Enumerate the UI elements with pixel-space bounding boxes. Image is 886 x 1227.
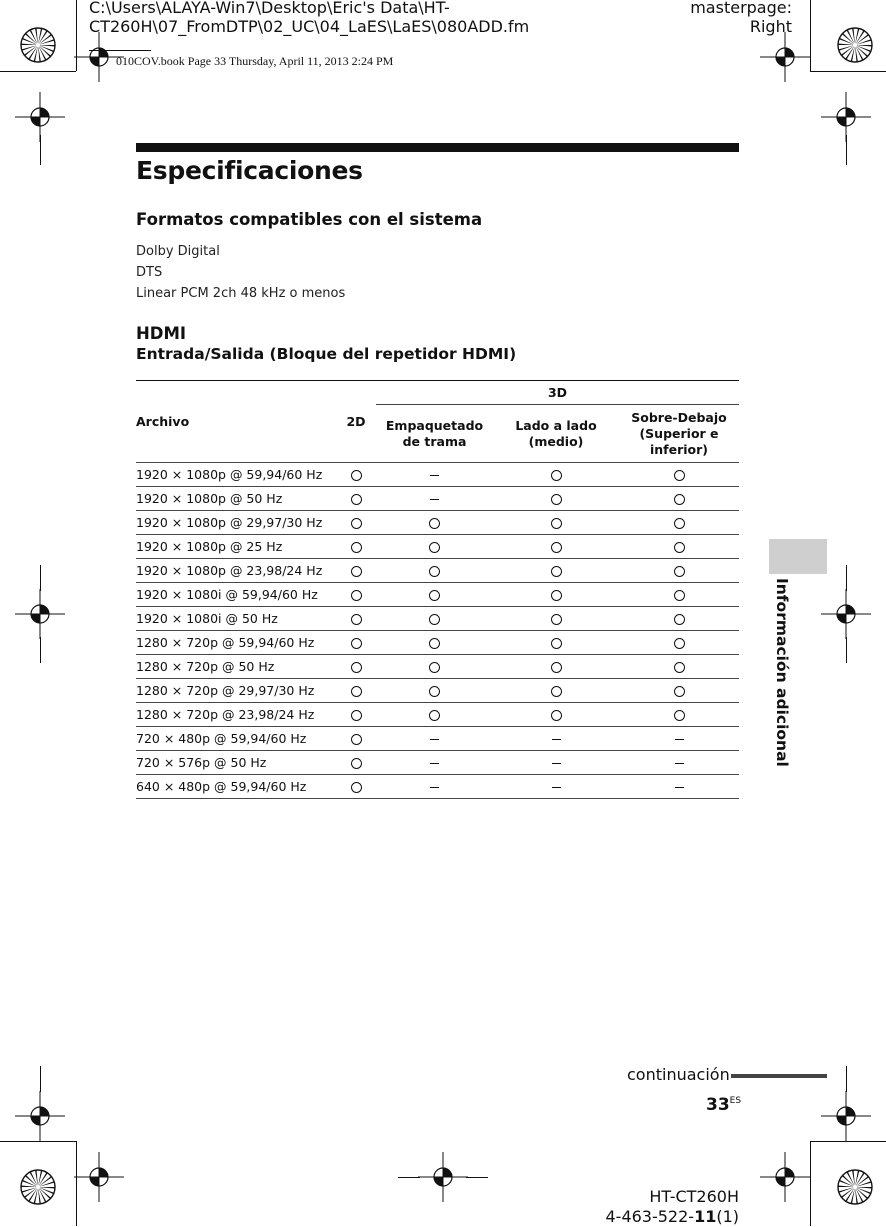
table-row <box>136 655 739 679</box>
supported-mark <box>336 679 376 703</box>
registration-mark-icon <box>418 1152 468 1202</box>
circle-icon <box>551 614 562 625</box>
row-format: 1920 × 1080p @ 23,98/24 Hz <box>136 559 336 583</box>
circle-icon <box>351 710 362 721</box>
circle-icon <box>551 542 562 553</box>
circle-icon <box>429 662 440 673</box>
circle-icon <box>674 590 685 601</box>
circle-icon <box>551 590 562 601</box>
dash-icon <box>430 739 439 740</box>
supported-mark <box>336 703 376 727</box>
supported-mark <box>336 559 376 583</box>
supported-mark <box>336 583 376 607</box>
circle-icon <box>551 494 562 505</box>
circle-icon <box>674 494 685 505</box>
supported-mark <box>493 607 619 631</box>
supported-mark <box>376 535 493 559</box>
circle-icon <box>351 542 362 553</box>
supported-mark <box>376 655 493 679</box>
circle-icon <box>351 758 362 769</box>
row-format: 1920 × 1080p @ 29,97/30 Hz <box>136 511 336 535</box>
circle-icon <box>551 710 562 721</box>
circle-icon <box>674 662 685 673</box>
crop-line <box>846 565 847 591</box>
dash-icon <box>430 763 439 764</box>
unsupported-mark <box>493 775 619 799</box>
col-2d: 2D <box>336 381 376 463</box>
supported-mark <box>493 655 619 679</box>
part-number: 4-463-522-11(1) <box>605 1207 739 1226</box>
unsupported-mark <box>376 463 493 487</box>
circle-icon <box>674 542 685 553</box>
page-title: Especificaciones <box>136 156 363 185</box>
unsupported-mark <box>493 751 619 775</box>
supported-mark <box>619 487 739 511</box>
supported-mark <box>336 727 376 751</box>
row-format: 1920 × 1080i @ 59,94/60 Hz <box>136 583 336 607</box>
model-number: HT-CT260H <box>649 1187 739 1206</box>
registration-mark-icon <box>74 1152 124 1202</box>
supported-mark <box>619 655 739 679</box>
circle-icon <box>351 470 362 481</box>
supported-mark <box>336 775 376 799</box>
unsupported-mark <box>619 775 739 799</box>
row-format: 1920 × 1080p @ 25 Hz <box>136 535 336 559</box>
col-file: Archivo <box>136 381 336 463</box>
formats-heading: Formatos compatibles con el sistema <box>136 210 483 229</box>
circle-icon <box>351 686 362 697</box>
crop-line <box>40 565 41 591</box>
supported-mark <box>376 583 493 607</box>
circle-icon <box>551 638 562 649</box>
model-info <box>605 1187 739 1227</box>
circle-icon <box>429 566 440 577</box>
crop-line <box>40 135 41 165</box>
table-row <box>136 727 739 751</box>
col-3d: 3D <box>376 381 739 405</box>
circle-icon <box>674 686 685 697</box>
hdmi-format-table <box>136 380 739 799</box>
unsupported-mark <box>376 727 493 751</box>
section-tab-label: Información adicional <box>773 578 791 767</box>
supported-mark <box>619 631 739 655</box>
unsupported-mark <box>376 751 493 775</box>
supported-mark <box>336 607 376 631</box>
circle-icon <box>351 782 362 793</box>
table-row <box>136 559 739 583</box>
table-row <box>136 463 739 487</box>
supported-mark <box>493 535 619 559</box>
row-format: 720 × 576p @ 50 Hz <box>136 751 336 775</box>
dash-icon <box>430 475 439 476</box>
page-number: $33^{ES}$ <box>706 1095 742 1115</box>
supported-mark <box>376 703 493 727</box>
circle-icon <box>674 518 685 529</box>
crop-line <box>40 1066 41 1092</box>
dash-icon <box>552 763 561 764</box>
supported-mark <box>493 511 619 535</box>
circle-icon <box>551 566 562 577</box>
circle-icon <box>429 590 440 601</box>
table-row <box>136 775 739 799</box>
masterpage-label: masterpage: Right <box>690 0 792 36</box>
unsupported-mark <box>376 775 493 799</box>
crop-line <box>398 1177 420 1178</box>
circle-icon <box>351 590 362 601</box>
file-path: C:\Users\ALAYA-Win7\Desktop\Eric's Data\HT- CT260H\07_FromDTP\02_UC\04_LaES\LaES\080ADD.fm <box>89 0 530 36</box>
crop-line <box>810 1141 811 1226</box>
col-frame-packing: Empaquetado de trama <box>376 405 493 463</box>
supported-mark <box>376 559 493 583</box>
circle-icon <box>551 662 562 673</box>
dash-icon <box>552 787 561 788</box>
crop-line <box>846 637 847 663</box>
hdmi-heading: HDMI <box>136 324 187 343</box>
circle-icon <box>351 638 362 649</box>
registration-mark-icon <box>821 589 871 639</box>
supported-mark <box>619 679 739 703</box>
page-suffix: ES <box>729 1096 742 1106</box>
supported-mark <box>619 703 739 727</box>
table-row <box>136 487 739 511</box>
circle-icon <box>674 566 685 577</box>
row-format: 1920 × 1080p @ 50 Hz <box>136 487 336 511</box>
star-target-icon <box>830 20 880 70</box>
circle-icon <box>351 494 362 505</box>
row-format: 1280 × 720p @ 29,97/30 Hz <box>136 679 336 703</box>
supported-mark <box>336 535 376 559</box>
crop-line <box>810 71 886 72</box>
dash-icon <box>675 763 684 764</box>
supported-mark <box>493 583 619 607</box>
supported-mark <box>493 463 619 487</box>
star-target-icon <box>830 1162 880 1212</box>
table-row <box>136 607 739 631</box>
circle-icon <box>551 518 562 529</box>
crop-line <box>0 1141 76 1142</box>
circle-icon <box>351 614 362 625</box>
supported-mark <box>376 511 493 535</box>
table-row <box>136 751 739 775</box>
row-format: 640 × 480p @ 59,94/60 Hz <box>136 775 336 799</box>
table-row <box>136 703 739 727</box>
unsupported-mark <box>619 751 739 775</box>
supported-mark <box>493 559 619 583</box>
dash-icon <box>552 739 561 740</box>
format-item: DTS <box>136 265 163 280</box>
unsupported-mark <box>619 727 739 751</box>
row-format: 1920 × 1080p @ 59,94/60 Hz <box>136 463 336 487</box>
supported-mark <box>336 511 376 535</box>
supported-mark <box>493 631 619 655</box>
dash-icon <box>430 787 439 788</box>
crop-line <box>810 1141 886 1142</box>
supported-mark <box>619 607 739 631</box>
circle-icon <box>674 710 685 721</box>
supported-mark <box>619 535 739 559</box>
supported-mark <box>376 631 493 655</box>
unsupported-mark <box>493 727 619 751</box>
circle-icon <box>429 518 440 529</box>
continued-bar <box>731 1074 827 1078</box>
circle-icon <box>429 638 440 649</box>
section-tab <box>769 539 827 574</box>
crop-line <box>846 135 847 165</box>
circle-icon <box>429 542 440 553</box>
star-target-icon <box>13 20 63 70</box>
registration-mark-icon <box>15 1091 65 1141</box>
supported-mark <box>376 607 493 631</box>
row-format: 1280 × 720p @ 23,98/24 Hz <box>136 703 336 727</box>
table-row <box>136 535 739 559</box>
table-row <box>136 631 739 655</box>
supported-mark <box>336 487 376 511</box>
star-target-icon <box>13 1162 63 1212</box>
format-item: Dolby Digital <box>136 244 220 259</box>
circle-icon <box>429 686 440 697</box>
circle-icon <box>674 614 685 625</box>
circle-icon <box>674 638 685 649</box>
row-format: 1920 × 1080i @ 50 Hz <box>136 607 336 631</box>
crop-line <box>810 0 811 71</box>
row-format: 1280 × 720p @ 59,94/60 Hz <box>136 631 336 655</box>
table-row <box>136 583 739 607</box>
crop-line <box>0 71 76 72</box>
unsupported-mark <box>376 487 493 511</box>
circle-icon <box>351 566 362 577</box>
crop-line <box>40 637 41 663</box>
book-info: 010COV.book Page 33 Thursday, April 11, 2013 2:24 PM <box>116 54 394 68</box>
supported-mark <box>619 463 739 487</box>
registration-mark-icon <box>760 1152 810 1202</box>
supported-mark <box>336 655 376 679</box>
registration-mark-icon <box>821 1091 871 1141</box>
table-row <box>136 679 739 703</box>
crop-line <box>76 0 77 71</box>
crop-line <box>466 1177 488 1178</box>
circle-icon <box>351 734 362 745</box>
dash-icon <box>675 739 684 740</box>
registration-mark-icon <box>74 32 124 82</box>
circle-icon <box>351 662 362 673</box>
supported-mark <box>619 583 739 607</box>
registration-mark-icon <box>760 32 810 82</box>
circle-icon <box>551 470 562 481</box>
hdmi-subheading: Entrada/Salida (Bloque del repetidor HDMI) <box>136 345 517 363</box>
dash-icon <box>430 499 439 500</box>
col-side-by-side: Lado a lado (medio) <box>493 405 619 463</box>
supported-mark <box>493 679 619 703</box>
title-rule <box>136 143 739 152</box>
supported-mark <box>336 463 376 487</box>
col-top-bottom: Sobre-Debajo (Superior e inferior) <box>619 405 739 463</box>
supported-mark <box>376 679 493 703</box>
circle-icon <box>674 470 685 481</box>
supported-mark <box>336 751 376 775</box>
circle-icon <box>351 518 362 529</box>
supported-mark <box>493 703 619 727</box>
supported-mark <box>619 559 739 583</box>
crop-line <box>76 1141 77 1226</box>
table-row <box>136 511 739 535</box>
row-format: 1280 × 720p @ 50 Hz <box>136 655 336 679</box>
continued-label: continuación <box>627 1065 730 1084</box>
dash-icon <box>675 787 684 788</box>
supported-mark <box>619 511 739 535</box>
format-item: Linear PCM 2ch 48 kHz o menos <box>136 286 346 301</box>
circle-icon <box>429 710 440 721</box>
registration-mark-icon <box>15 589 65 639</box>
row-format: 720 × 480p @ 59,94/60 Hz <box>136 727 336 751</box>
supported-mark <box>493 487 619 511</box>
crop-line <box>846 1066 847 1092</box>
circle-icon <box>551 686 562 697</box>
supported-mark <box>336 631 376 655</box>
circle-icon <box>429 614 440 625</box>
